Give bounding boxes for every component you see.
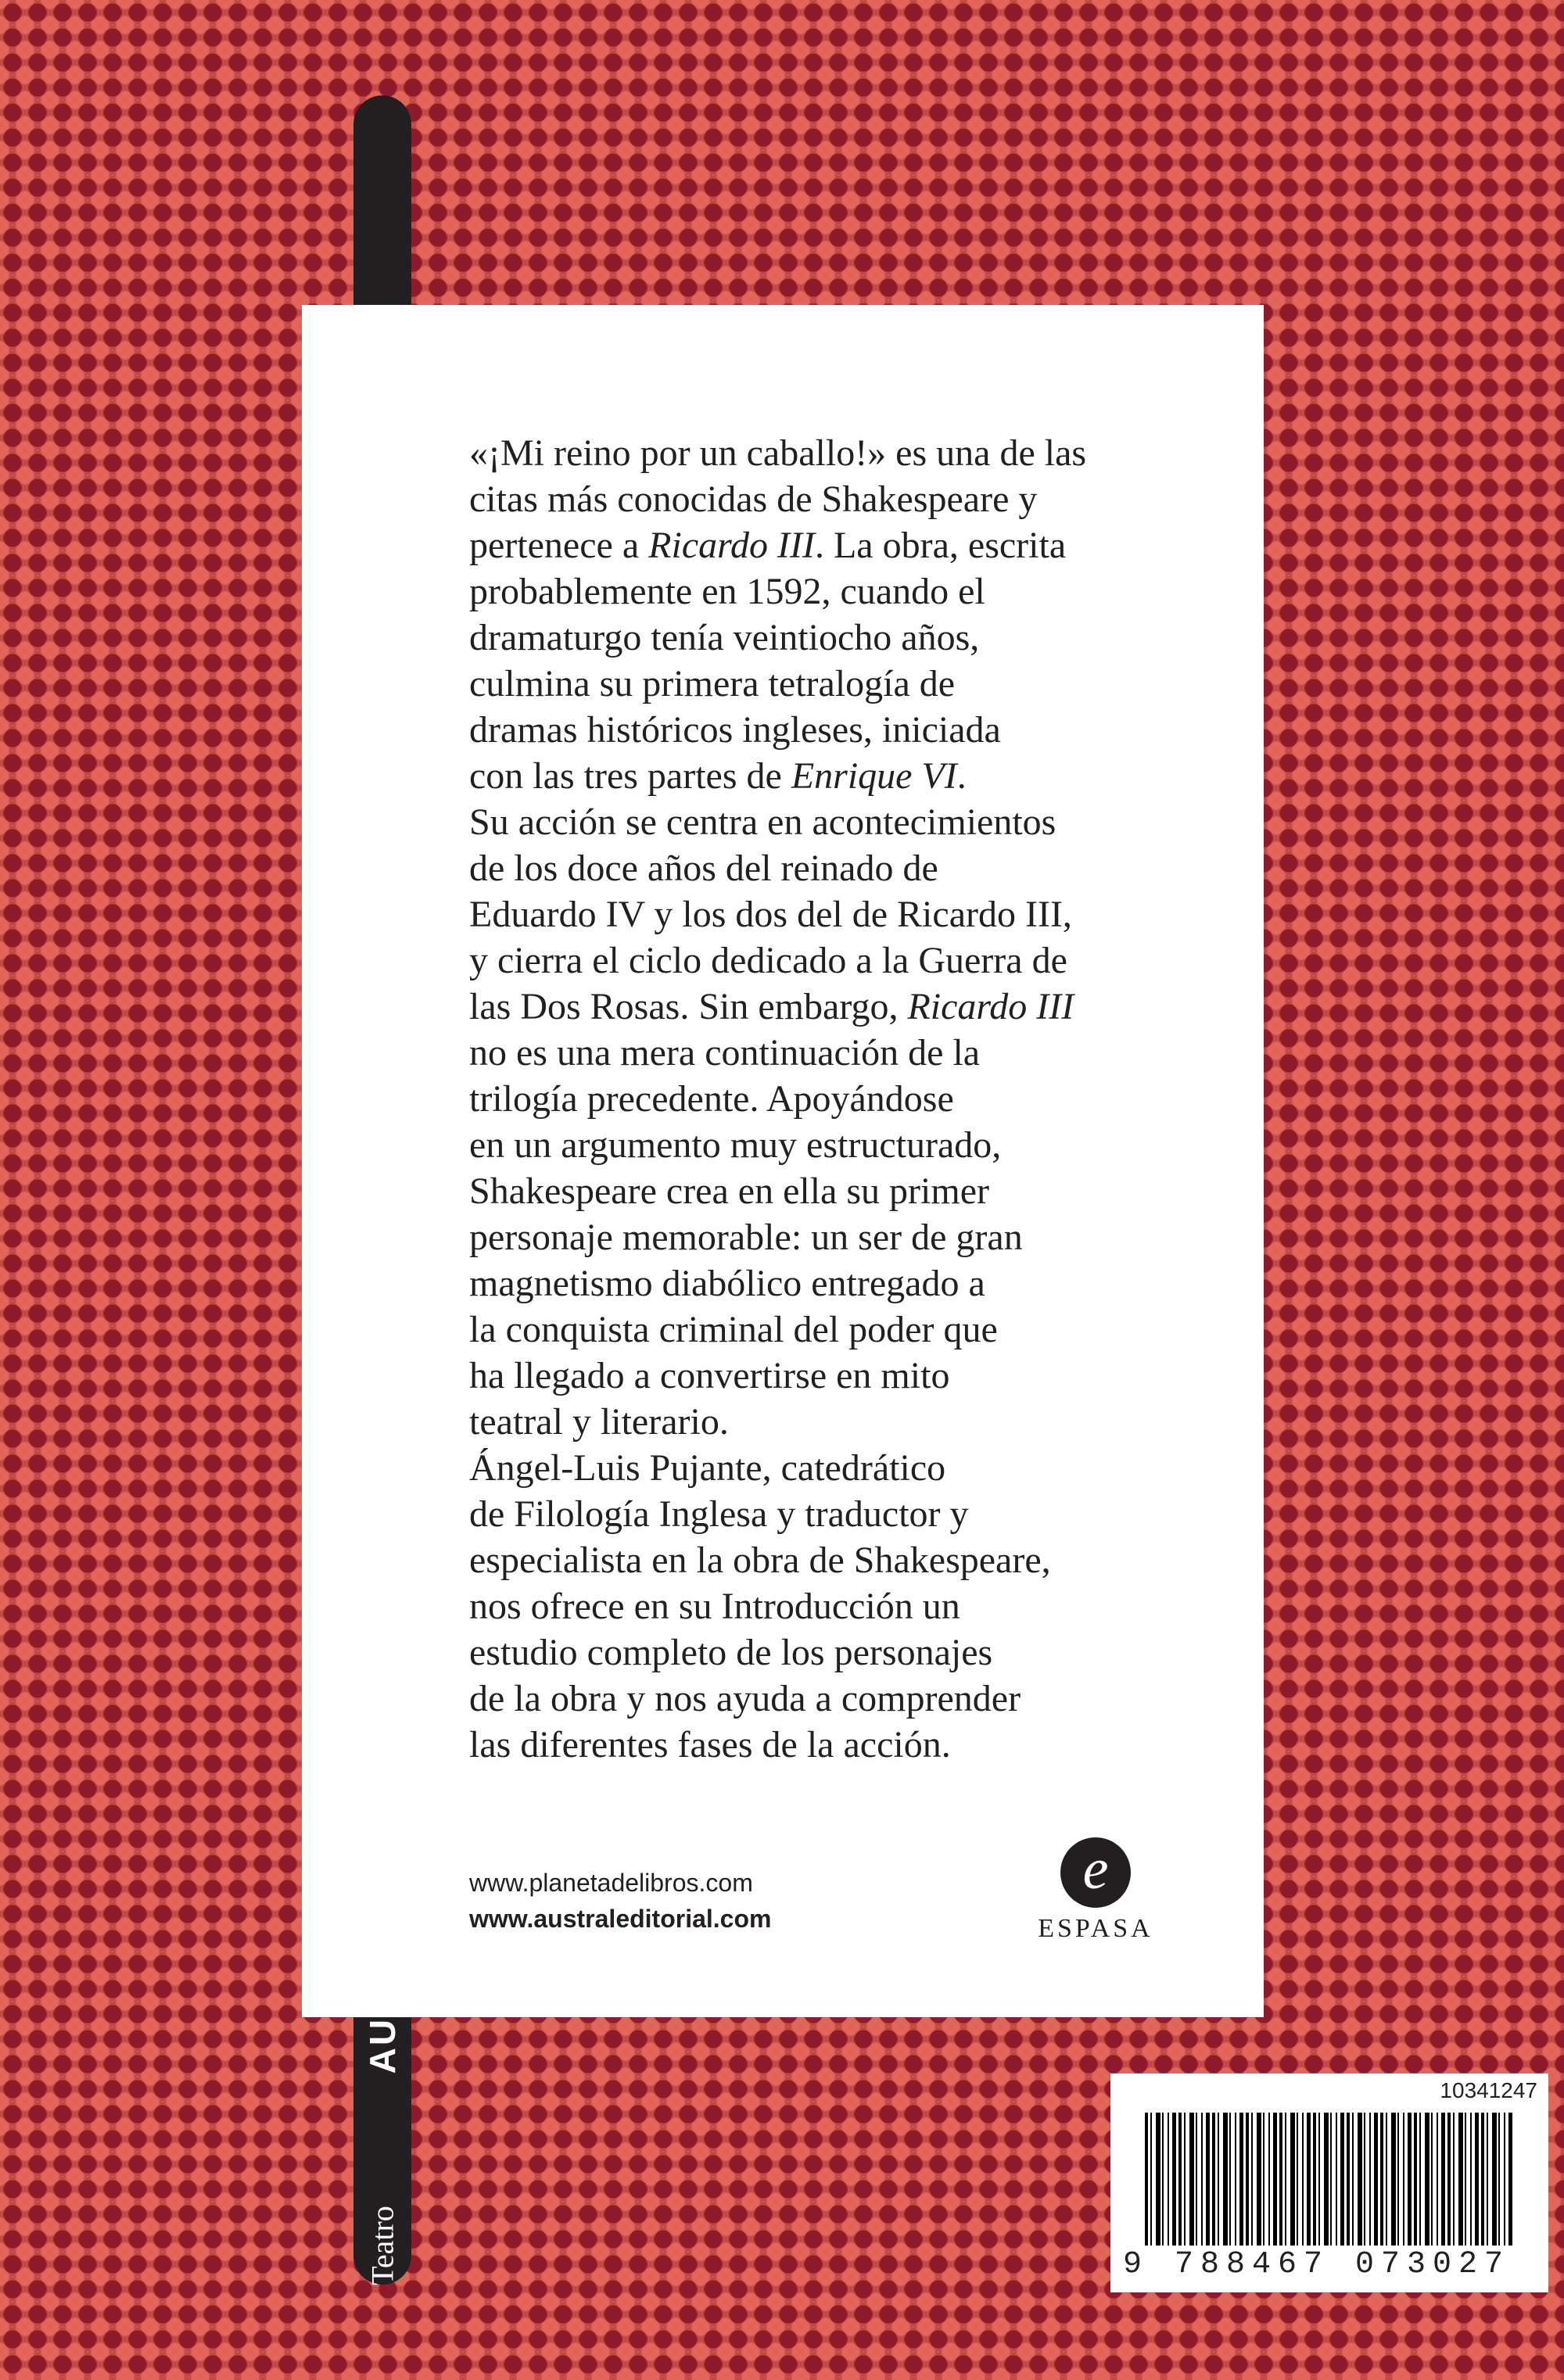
blurb-line	[469, 1445, 1251, 1491]
blurb-line	[469, 522, 1251, 568]
blurb-text: estudio completo de los personajes	[469, 1632, 993, 1673]
blurb-text: de Filología Inglesa y traductor y	[469, 1493, 969, 1535]
blurb-text: probablemente en 1592, cuando el	[469, 571, 985, 612]
austral-link[interactable]: www.australeditorial.com	[469, 1905, 772, 1933]
blurb-line	[469, 430, 1251, 476]
blurb-line	[469, 1306, 1251, 1353]
blurb-line	[469, 1353, 1251, 1399]
isbn-digits: 9 788467 073027	[1123, 2247, 1511, 2282]
espasa-logo-icon: e	[1060, 1837, 1131, 1908]
blurb-text: magnetismo diabólico entregado a	[469, 1263, 985, 1304]
blurb-line	[469, 1629, 1251, 1676]
blurb-line	[469, 1030, 1251, 1076]
blurb-line	[469, 845, 1251, 891]
back-cover-panel	[302, 305, 1264, 2017]
blurb-line	[469, 984, 1251, 1030]
blurb-line	[469, 1491, 1251, 1537]
blurb-title-italic: Ricardo III	[907, 986, 1074, 1027]
planeta-link[interactable]: www.planetadelibros.com	[469, 1869, 753, 1897]
blurb-line	[469, 891, 1251, 937]
blurb-line	[469, 661, 1251, 707]
blurb-line	[469, 1676, 1251, 1722]
blurb-line	[469, 707, 1251, 753]
barcode-panel	[1110, 2074, 1548, 2292]
blurb-line	[469, 1583, 1251, 1629]
espasa-logo	[1021, 1837, 1170, 1970]
product-code: 10341247	[1440, 2078, 1537, 2102]
blurb-text: .	[956, 755, 967, 797]
blurb-text: y cierra el ciclo dedicado a la Guerra de	[469, 940, 1067, 981]
blurb-line	[469, 937, 1251, 984]
book-blurb	[469, 430, 1251, 1768]
barcode-icon	[1145, 2113, 1512, 2246]
publisher-links	[469, 1865, 771, 1937]
genre-label: Teatro	[364, 2206, 400, 2285]
blurb-line	[469, 1122, 1251, 1168]
blurb-text: ha llegado a convertirse en mito	[469, 1355, 950, 1396]
blurb-text: no es una mera continuación de la	[469, 1032, 981, 1074]
blurb-line	[469, 1076, 1251, 1122]
blurb-line	[469, 1214, 1251, 1260]
blurb-text: culmina su primera tetralogía de	[469, 663, 956, 704]
blurb-line	[469, 615, 1251, 661]
blurb-text: teatral y literario.	[469, 1401, 729, 1443]
blurb-text: con las tres partes de	[469, 755, 791, 797]
blurb-text: Su acción se centra en acontecimientos	[469, 801, 1056, 843]
blurb-text: dramaturgo tenía veintiocho años,	[469, 617, 980, 658]
blurb-text: . La obra, escrita	[814, 525, 1067, 566]
blurb-line	[469, 1722, 1251, 1768]
publisher-name: ESPASA	[1038, 1914, 1153, 1943]
blurb-line	[469, 799, 1251, 845]
blurb-title-italic: Ricardo III	[648, 525, 815, 566]
blurb-text: personaje memorable: un ser de gran	[469, 1217, 1023, 1258]
blurb-line	[469, 1260, 1251, 1306]
blurb-line	[469, 1399, 1251, 1445]
blurb-text: las diferentes fases de la acción.	[469, 1724, 951, 1765]
blurb-text: «¡Mi reino por un caballo!» es una de las	[469, 432, 1087, 474]
blurb-text: Ángel-Luis Pujante, catedrático	[469, 1447, 946, 1489]
blurb-title-italic: Enrique VI	[791, 755, 957, 797]
blurb-line	[469, 568, 1251, 615]
blurb-line	[469, 476, 1251, 522]
blurb-text: Shakespeare crea en ella su primer	[469, 1170, 989, 1212]
blurb-text: citas más conocidas de Shakespeare y	[469, 479, 1038, 520]
blurb-text: trilogía precedente. Apoyándose	[469, 1078, 954, 1120]
blurb-text: la conquista criminal del poder que	[469, 1309, 998, 1350]
blurb-text: dramas históricos ingleses, iniciada	[469, 709, 1001, 751]
blurb-line	[469, 753, 1251, 799]
blurb-text: pertenece a	[469, 525, 649, 566]
blurb-text: las Dos Rosas. Sin embargo,	[469, 986, 908, 1027]
blurb-text: de la obra y nos ayuda a comprender	[469, 1678, 1021, 1719]
blurb-text: de los doce años del reinado de	[469, 848, 938, 889]
blurb-line	[469, 1168, 1251, 1214]
blurb-text: especialista en la obra de Shakespeare,	[469, 1539, 1051, 1581]
blurb-text: Eduardo IV y los dos del de Ricardo III,	[469, 894, 1072, 935]
blurb-text: en un argumento muy estructurado,	[469, 1124, 1002, 1166]
blurb-text: nos ofrece en su Introducción un	[469, 1586, 960, 1627]
blurb-line	[469, 1537, 1251, 1583]
